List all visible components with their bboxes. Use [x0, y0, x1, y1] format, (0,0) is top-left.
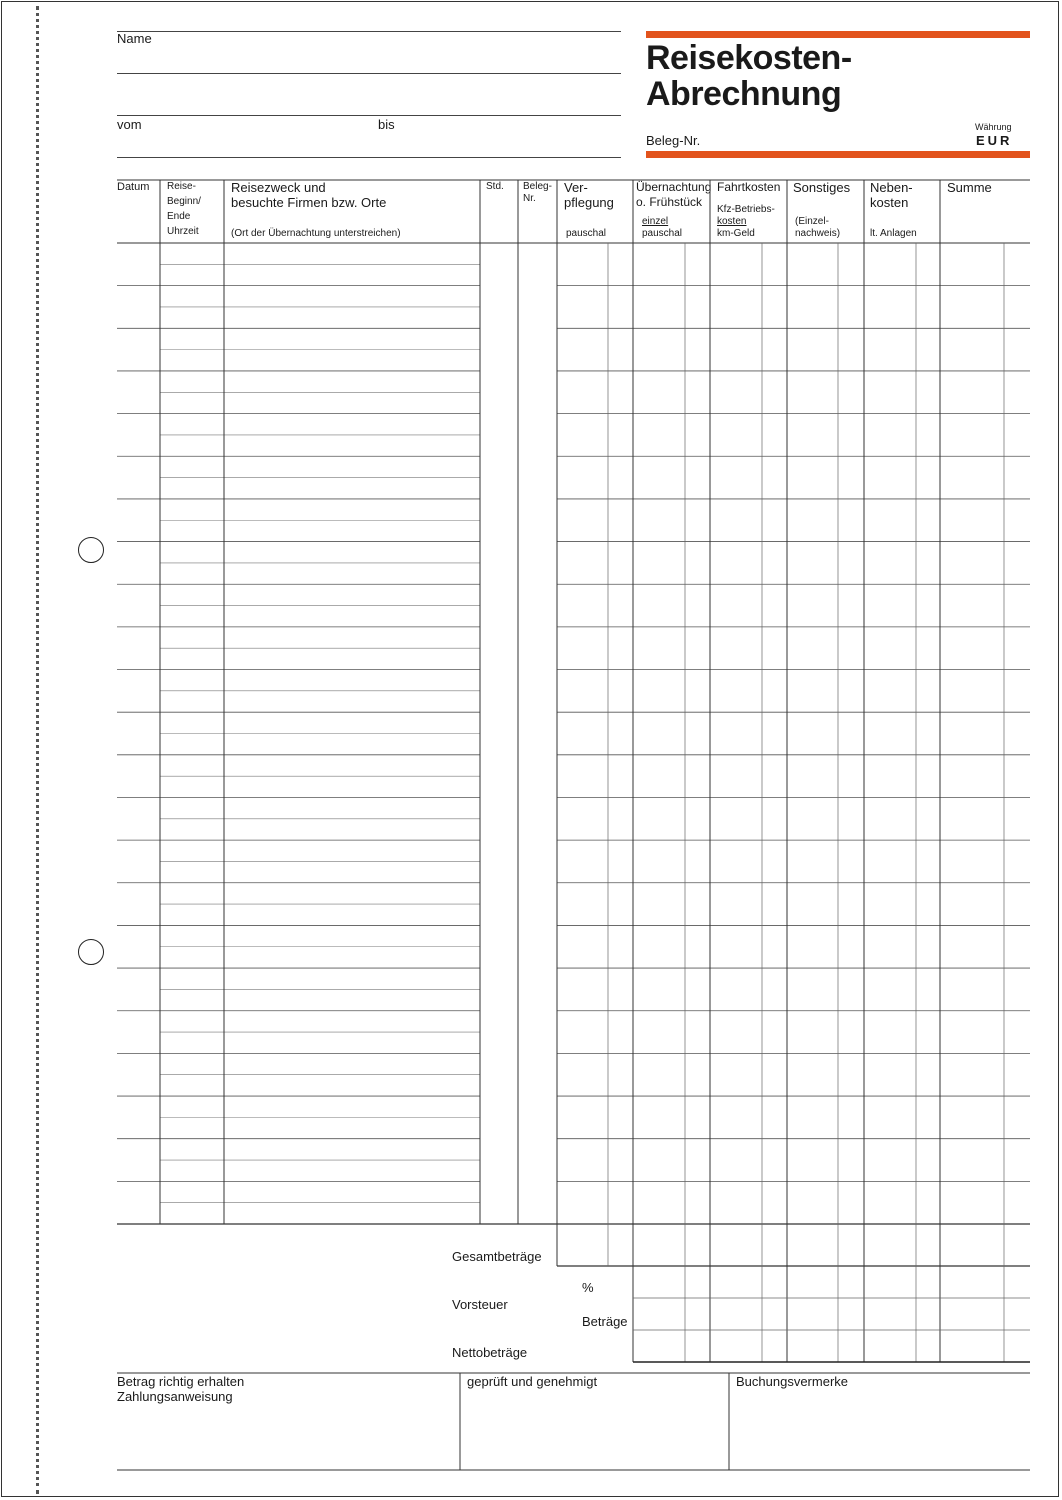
col-fahrtkosten-sub2: kosten [717, 216, 747, 227]
col-sonstiges-sub2: nachweis) [795, 228, 841, 239]
title-line-2: Abrechnung [646, 75, 842, 113]
totals-net-label: Nettobeträge [452, 1345, 528, 1360]
totals-percent-label: % [582, 1280, 594, 1295]
col-beleg-1: Beleg- [523, 181, 552, 192]
col-fahrtkosten-sub3: km-Geld [717, 228, 755, 239]
col-uebernachtung-sub2: pauschal [642, 228, 683, 239]
col-nebenkosten-2: kosten [870, 195, 909, 210]
col-std: Std. [486, 181, 504, 192]
col-nebenkosten-sub: lt. Anlagen [870, 228, 917, 239]
footer-booking-label: Buchungsvermerke [736, 1374, 848, 1389]
totals-amounts-label: Beträge [582, 1314, 628, 1329]
col-reise-1: Reise- [167, 181, 196, 192]
totals-vat-label: Vorsteuer [452, 1297, 508, 1312]
footer-approved-label: geprüft und genehmigt [467, 1374, 598, 1389]
col-summe: Summe [947, 180, 992, 195]
col-beleg-2: Nr. [523, 193, 536, 204]
col-zweck-2: besuchte Firmen bzw. Orte [231, 195, 387, 210]
col-verpflegung-sub: pauschal [566, 228, 607, 239]
col-datum: Datum [117, 181, 150, 193]
receipt-number-label: Beleg-Nr. [646, 133, 701, 148]
title-line-1: Reisekosten- [646, 39, 852, 77]
col-reise-4: Uhrzeit [167, 226, 199, 237]
col-zweck-note: (Ort der Übernachtung unterstreichen) [231, 228, 401, 239]
currency-label: Währung [975, 122, 1012, 132]
col-uebernachtung-1: Übernachtung [636, 180, 712, 194]
to-label: bis [378, 117, 395, 132]
col-fahrtkosten-sub1: Kfz-Betriebs- [717, 204, 775, 215]
col-nebenkosten-1: Neben- [870, 180, 913, 195]
col-zweck-1: Reisezweck und [231, 180, 326, 195]
currency-value: EUR [976, 133, 1013, 148]
col-sonstiges: Sonstiges [793, 180, 851, 195]
col-verpflegung-2: pflegung [564, 195, 614, 210]
col-verpflegung-1: Ver- [564, 180, 588, 195]
totals-gross-label: Gesamtbeträge [452, 1249, 542, 1264]
col-fahrtkosten: Fahrtkosten [717, 180, 781, 194]
col-reise-2: Beginn/ [167, 196, 201, 207]
col-sonstiges-sub1: (Einzel- [795, 216, 829, 227]
name-label: Name [117, 31, 152, 46]
from-label: vom [117, 117, 142, 132]
col-uebernachtung-2: o. Frühstück [636, 195, 703, 209]
footer-payment-label: Zahlungsanweisung [117, 1389, 233, 1404]
col-uebernachtung-sub1: einzel [642, 216, 669, 227]
col-reise-3: Ende [167, 211, 191, 222]
footer-received-label: Betrag richtig erhalten [117, 1374, 245, 1389]
